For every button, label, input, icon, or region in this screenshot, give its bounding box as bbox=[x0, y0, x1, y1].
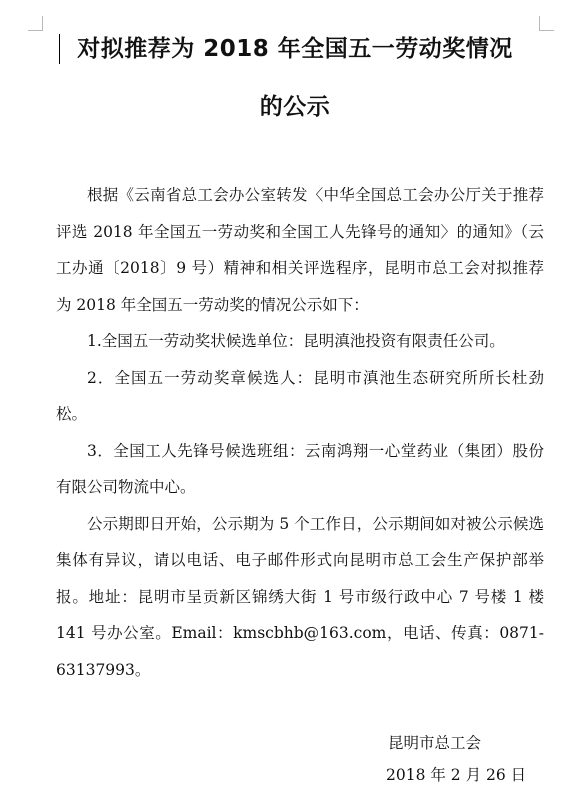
page-corner-mark bbox=[539, 16, 554, 31]
signature-date: 2018 年 2 月 26 日 bbox=[386, 766, 527, 784]
body-paragraph-item-2: 2．全国五一劳动奖章候选人：昆明市滇池生态研究所所长杜劲松。 bbox=[56, 368, 544, 423]
body-paragraph-item-1: 1.全国五一劳动奖状候选单位：昆明滇池投资有限责任公司。 bbox=[87, 332, 505, 350]
body-paragraph-notice: 公示期即日开始，公示期为 5 个工作日，公示期间如对被公示候选集体有异议，请以电话、电子邮件形式向昆明市总工会生产保护部举报。地址：昆明市呈贡新区锦绣大街 1 号市级行政中心 7 号楼 1 楼 141 号办公室。Email：kmscbhb@163.com，电话、传真：0871-63137993。 bbox=[56, 514, 544, 679]
document-title-line-1: 对拟推荐为 2018 年全国五一劳动奖情况 bbox=[77, 36, 513, 62]
page-corner-mark bbox=[28, 16, 43, 31]
body-paragraph-item-3: 3．全国工人先锋号候选班组：云南鸿翔一心堂药业（集团）股份有限公司物流中心。 bbox=[56, 441, 544, 496]
signature-organization: 昆明市总工会 bbox=[388, 734, 482, 752]
document-title-line-2: 的公示 bbox=[259, 94, 331, 120]
document-body bbox=[56, 177, 544, 688]
body-paragraph-intro: 根据《云南省总工会办公室转发〈中华全国总工会办公厅关于推荐评选 2018 年全国五一劳动奖和全国工人先锋号的通知〉的通知》（云工办通〔2018〕9 号）精神和相关评选程序，昆明市总工会对拟推荐为 2018 年全国五一劳动奖的情况公示如下： bbox=[56, 186, 544, 314]
